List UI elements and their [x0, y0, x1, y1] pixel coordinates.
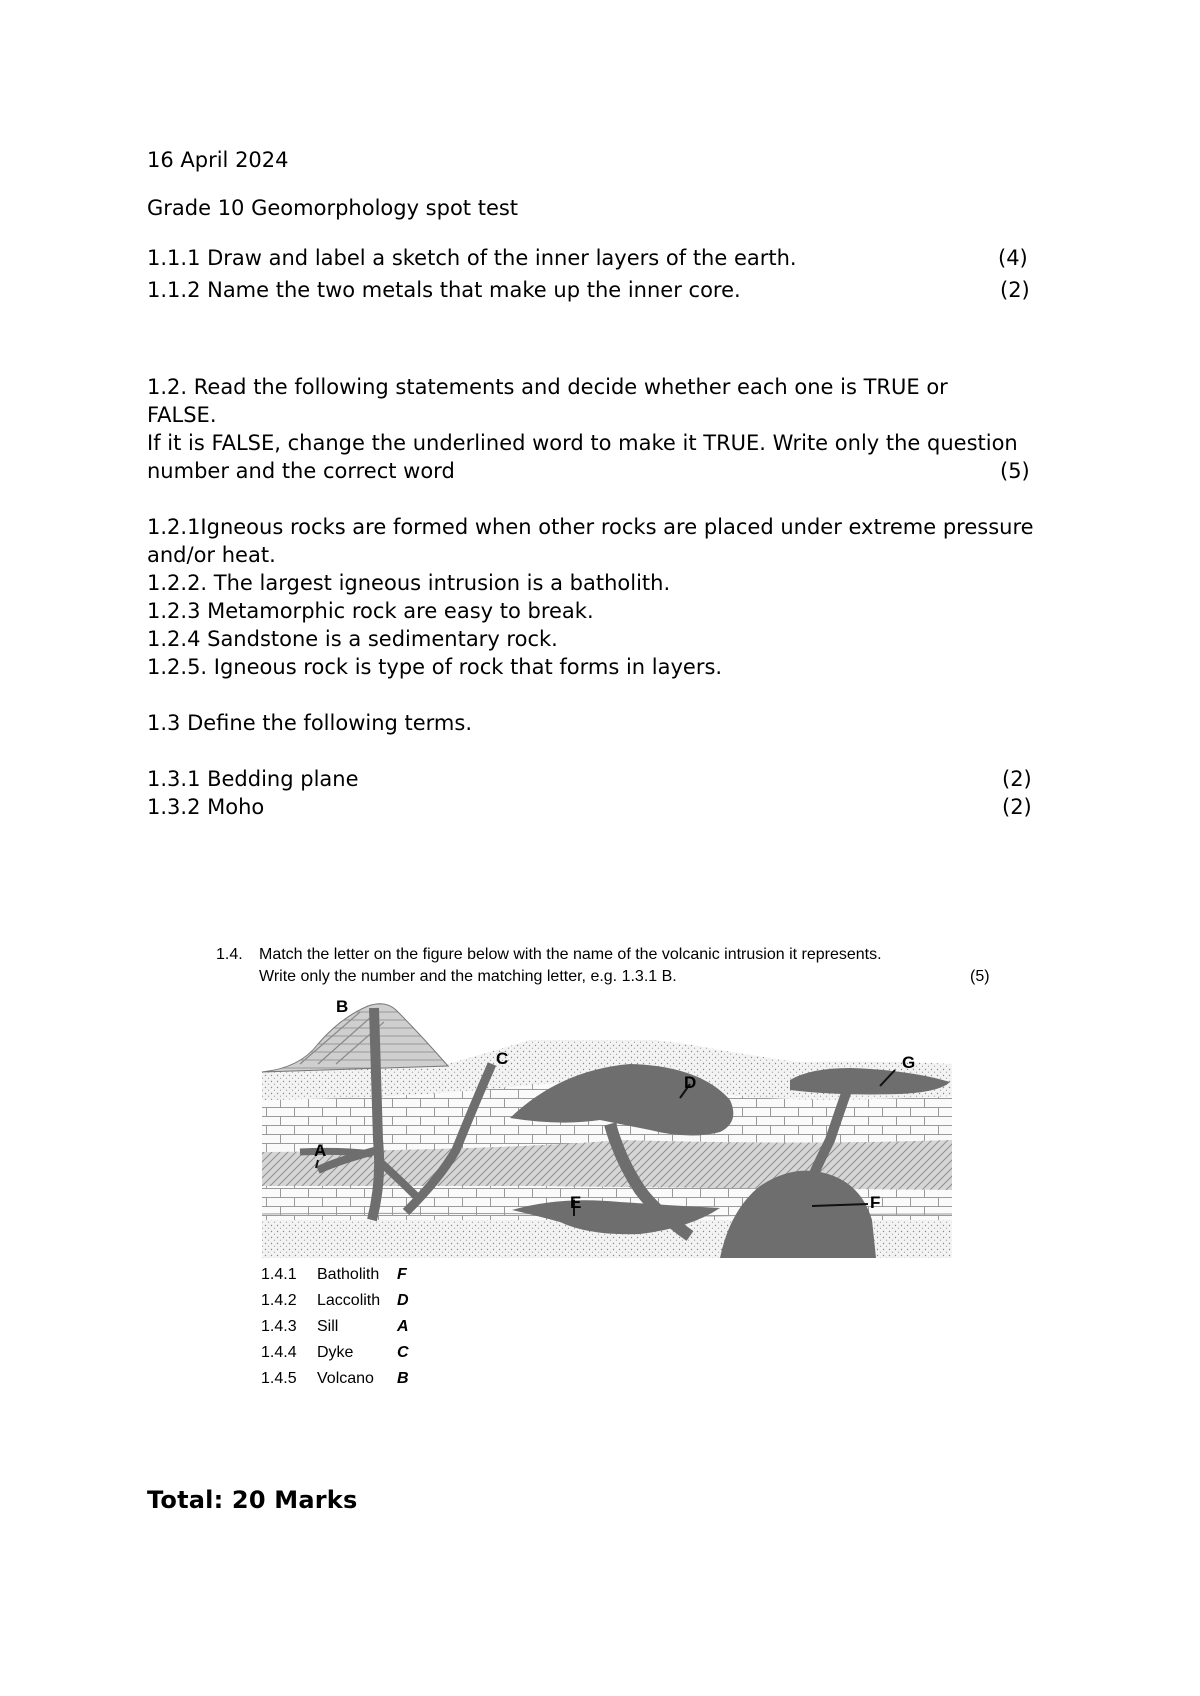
marks-1-3-2: (2) [1002, 795, 1032, 819]
statement-1-2-2: 1.2.2. The largest igneous intrusion is a batholith. [147, 571, 671, 595]
marks-1-1-1: (4) [998, 246, 1028, 270]
answer-number: 1.4.3 [261, 1318, 297, 1335]
question-1-4-number: 1.4. [216, 946, 243, 963]
question-1-4-line-1: Match the letter on the figure below with the name of the volcanic intrusion it represents. [259, 946, 882, 963]
instruction-line-1: 1.2. Read the following statements and decide whether each one is TRUE or FALSE. [147, 375, 948, 427]
figure-label-f: F [870, 1193, 881, 1212]
answer-number: 1.4.2 [261, 1292, 297, 1309]
marks-1-3-1: (2) [1002, 767, 1032, 791]
test-date: 16 April 2024 [147, 148, 289, 172]
answer-number: 1.4.1 [261, 1266, 297, 1283]
statement-1-2-4: 1.2.4 Sandstone is a sedimentary rock. [147, 627, 558, 651]
figure-label-g: G [902, 1053, 916, 1072]
marks-1-1-2: (2) [1000, 278, 1030, 302]
question-1-3-2: 1.3.2 Moho [147, 795, 265, 819]
statement-1-2-5: 1.2.5. Igneous rock is type of rock that forms in layers. [147, 655, 723, 679]
marks-1-2: (5) [1000, 459, 1030, 483]
marks-1-4: (5) [970, 968, 990, 985]
statement-1-2-3: 1.2.3 Metamorphic rock are easy to break. [147, 599, 594, 623]
question-1-1-1: 1.1.1 Draw and label a sketch of the inner layers of the earth. [147, 246, 797, 270]
figure-label-a: A [314, 1141, 327, 1160]
question-1-1-2: 1.1.2 Name the two metals that make up the inner core. [147, 278, 741, 302]
answer-letter: A [397, 1318, 409, 1335]
answer-letter: C [397, 1344, 409, 1361]
figure-label-b: B [336, 997, 349, 1016]
answer-number: 1.4.5 [261, 1370, 297, 1387]
test-title: Grade 10 Geomorphology spot test [147, 196, 519, 220]
statement-text: 1.2.1Igneous rocks are formed when other rocks are placed under extreme pressure and/or heat. [147, 515, 1034, 567]
answer-letter: B [397, 1370, 409, 1387]
answer-number: 1.4.4 [261, 1344, 297, 1361]
answer-term: Laccolith [317, 1292, 381, 1309]
figure-label-d: D [684, 1073, 697, 1092]
question-1-3-1: 1.3.1 Bedding plane [147, 767, 359, 791]
answer-term: Dyke [317, 1344, 354, 1361]
total-marks: Total: 20 Marks [147, 1486, 358, 1514]
volcano-cone [262, 1004, 448, 1072]
figure-label-c: C [496, 1049, 509, 1068]
answer-term: Volcano [317, 1370, 374, 1387]
question-1-4-line-2: Write only the number and the matching letter, e.g. 1.3.1 B. [259, 968, 677, 985]
instruction-line-2: If it is FALSE, change the underlined word to make it TRUE. Write only the question number and the correct word [147, 431, 1018, 483]
answer-term: Batholith [317, 1266, 380, 1283]
answer-term: Sill [317, 1318, 339, 1335]
figure-label-e: E [570, 1193, 582, 1212]
answer-letter: F [397, 1266, 407, 1283]
answer-letter: D [397, 1292, 409, 1309]
sill-shape [300, 1151, 372, 1154]
question-1-3-heading: 1.3 Define the following terms. [147, 711, 473, 735]
